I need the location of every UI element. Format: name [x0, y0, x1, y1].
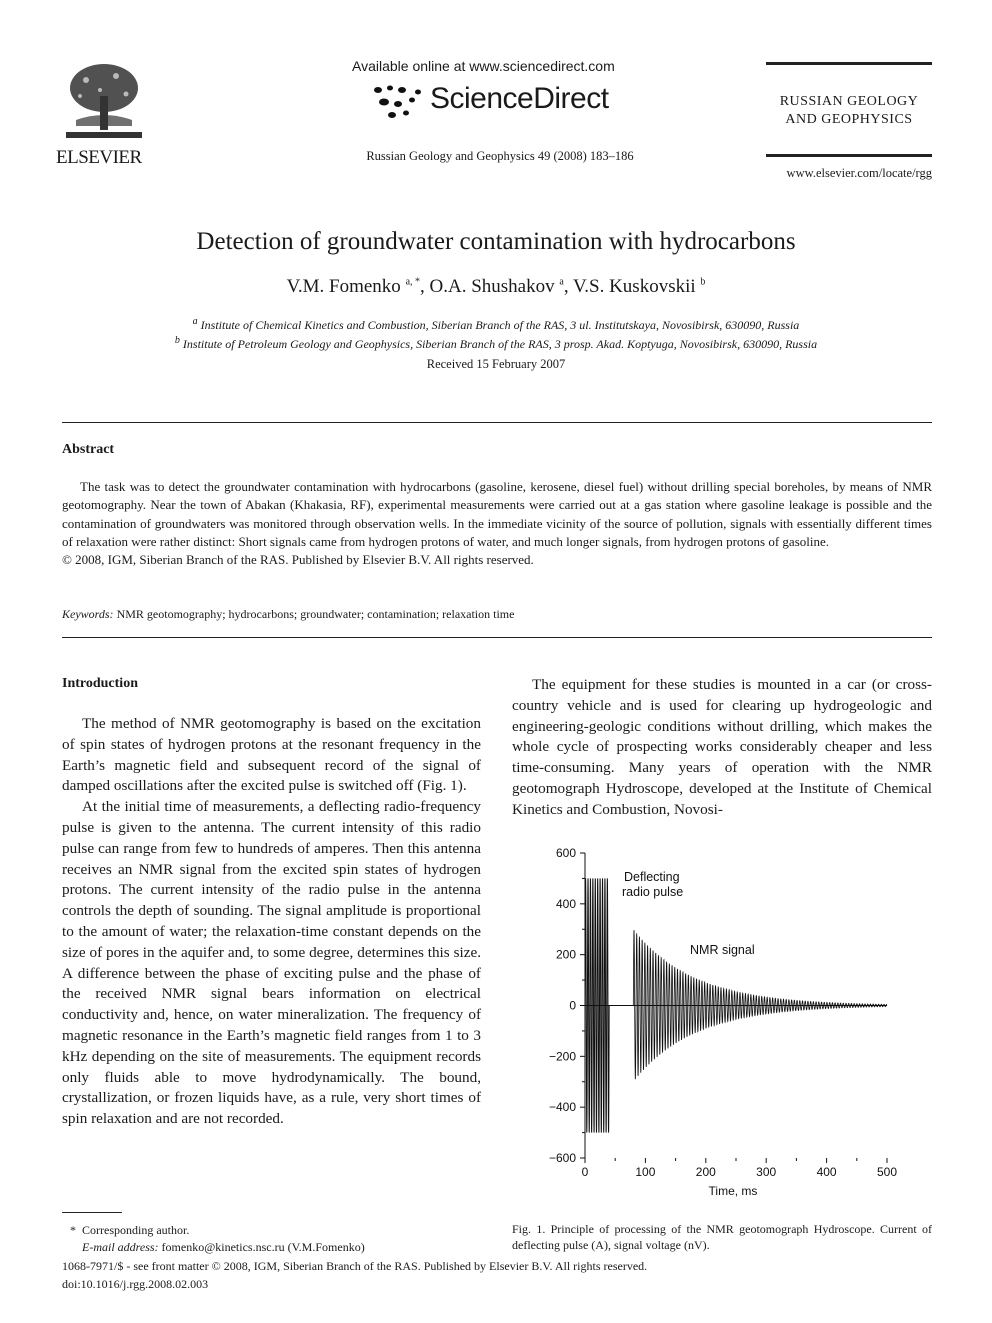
- abstract-text: The task was to detect the groundwater contamination with hydrocarbons (gasoline, kerosene, diesel fuel) without drilling special boreholes, by means of NMR geotomography. Near the town of Abakan (Khakasia, RF), experimental measurements were carried out at a gas station where gasoline leakage is possible and the contamination of groundwaters was monitored through observation wells. In the immediate vicinity of the source of pollution, signals with essentially different times of relaxation were rather distinct: Short signals came from hydrogen protons of water, and much longer signals, from hydrogen protons of gasoline.: [62, 479, 932, 549]
- introduction-right-column: [512, 675, 932, 821]
- deflecting-pulse-series: [585, 878, 609, 1132]
- available-online: Available online at www.sciencedirect.com: [352, 58, 615, 74]
- affiliations: [60, 314, 932, 352]
- sciencedirect-brand: ScienceDirect: [430, 82, 609, 115]
- author-3-affil: b: [700, 276, 706, 288]
- corresponding-author: * Corresponding author.: [62, 1222, 481, 1238]
- affiliation-b: $^b$ Institute of Petroleum Geology and Geophysics, Siberian Branch of the RAS, 3 prosp. Akad. Koptyuga, Novosibirsk, 630090, Russia: [174, 335, 818, 351]
- figure-1: [512, 840, 932, 1205]
- annotation-radio-pulse: radio pulse: [622, 885, 684, 899]
- y-tick-label: 600: [555, 846, 576, 860]
- y-tick-label: 0: [569, 998, 576, 1013]
- y-tick-label: −400: [548, 1100, 576, 1115]
- article-title: Detection of groundwater contamination with hydrocarbons: [196, 228, 796, 255]
- x-tick-label: 400: [816, 1165, 837, 1179]
- x-tick-label: 500: [876, 1165, 898, 1179]
- header-rule-top: [766, 62, 932, 65]
- y-tick-label: 400: [555, 896, 576, 911]
- abstract-rule-top: [62, 422, 932, 423]
- intro-paragraph-2: At the initial time of measurements, a deflecting radio-frequency pulse is given to the antenna. The current intensity of this radio pulse can range from few to hundreds of amperes. Then this antenna receives an NMR signal from the excited spin states of hydrogen protons. The current intensity of the radio pulse in the antenna controls the depth of sounding. The signal amplitude is proportional to the amount of water; the relaxation-time constant depends on the size of pores in the aquifer and, to some degree, determines this size. A difference between the phase of exciting pulse and the phase of the received NMR signal bears information on electrical conductivity and, hence, on water mineralization. The frequency of magnetic resonance in the Earth’s magnetic field ranges from 1 to 3 kHz depending on the site of measurements. The equipment records only fluids able to move hydrodynamically. The bound, crystallization, or frozen liquids have, as a rule, very short times of spin relaxation and are not recorded.: [62, 798, 481, 1128]
- intro-paragraph-3: The equipment for these studies is mounted in a car (or cross-country vehicle and is used for clearing up hydrogeologic and engineering-geologic conditions without drilling, which makes the whole cycle of prospecting works considerably cheaper and less time-consuming. Many years of operation with the NMR geotomograph Hydroscope, developed at the Institute of Chemical Kinetics and Combustion, Novosi-: [512, 676, 932, 818]
- annotation-nmr-signal: NMR signal: [690, 943, 755, 957]
- abstract-body: [62, 478, 932, 569]
- figure-1-caption: Fig. 1. Principle of processing of the NMR geotomograph Hydroscope. Current of deflecting pulse (A), signal voltage (nV).: [512, 1222, 932, 1252]
- introduction-heading: Introduction: [62, 676, 138, 691]
- issn-line: 1068-7971/$ - see front matter © 2008, IGM, Siberian Branch of the RAS. Published by Elsevier B.V. All rights reserved.: [62, 1259, 648, 1273]
- author-2: O.A. Shushakov: [429, 276, 555, 297]
- elsevier-tree-icon: [56, 60, 152, 140]
- intro-paragraph-1: The method of NMR geotomography is based on the excitation of spin states of hydrogen protons at the resonant frequency in the Earth’s magnetic field and subsequent record of the signal of damped oscillations after the excited pulse is switched off (Fig. 1).: [62, 715, 481, 795]
- publisher-name: ELSEVIER: [56, 147, 142, 168]
- x-tick-label: 0: [581, 1165, 589, 1179]
- journal-name: [766, 93, 932, 129]
- abstract-copyright: © 2008, IGM, Siberian Branch of the RAS. Published by Elsevier B.V. All rights reserved.: [62, 552, 534, 568]
- x-tick-label: 200: [695, 1165, 716, 1179]
- journal-url[interactable]: www.elsevier.com/locate/rgg: [786, 166, 932, 180]
- author-2-affil: a: [559, 276, 564, 288]
- x-tick-label: 300: [756, 1165, 777, 1179]
- sciencedirect-logo: [370, 80, 640, 124]
- sciencedirect-dots-icon: [370, 82, 430, 122]
- author-list: V.M. Fomenko $^{a, *}$, O.A. Shushakov $^a$, V.S. Kuskovskii $^b$: [286, 276, 706, 297]
- footnote-star: *: [70, 1223, 76, 1237]
- footnote-rule: [62, 1212, 122, 1213]
- affiliation-a: $^a$ Institute of Chemical Kinetics and Combustion, Siberian Branch of the RAS, 3 ul. Institutskaya, Novosibirsk, 630090, Russia: [192, 316, 800, 332]
- elsevier-logo: [56, 60, 152, 168]
- email-label: E-mail address:: [82, 1240, 159, 1254]
- email-address: [82, 1239, 482, 1255]
- journal-name-line2: AND GEOPHYSICS: [785, 112, 913, 127]
- email-value[interactable]: fomenko@kinetics.nsc.ru (V.M.Fomenko): [161, 1240, 365, 1254]
- x-tick-label: 100: [635, 1165, 656, 1179]
- author-3: V.S. Kuskovskii: [572, 276, 696, 297]
- introduction-left-column: [62, 714, 481, 1130]
- y-tick-label: 200: [555, 947, 576, 962]
- nmr-signal-chart: [512, 840, 932, 1205]
- keywords-list: NMR geotomography; hydrocarbons; groundwater; contamination; relaxation time: [116, 607, 515, 621]
- abstract-rule-bottom: [62, 637, 932, 638]
- header-rule-bottom: [766, 154, 932, 157]
- affiliation-b-mark: b: [174, 335, 180, 346]
- journal-name-line1: RUSSIAN GEOLOGY: [779, 94, 919, 109]
- nmr-signal-series: [633, 930, 887, 1079]
- annotation-deflecting: Deflecting: [624, 870, 680, 884]
- author-1: V.M. Fomenko: [286, 276, 401, 297]
- y-tick-label: −200: [548, 1049, 576, 1064]
- abstract-heading: Abstract: [62, 442, 115, 457]
- keywords: [62, 607, 932, 622]
- author-1-affil: a, *: [405, 276, 421, 288]
- doi-line[interactable]: doi:10.1016/j.rgg.2008.02.003: [62, 1277, 209, 1291]
- keywords-label: Keywords:: [62, 607, 114, 621]
- journal-citation: Russian Geology and Geophysics 49 (2008) 183–186: [366, 149, 634, 163]
- y-tick-label: −600: [548, 1151, 576, 1165]
- affiliation-a-mark: a: [192, 316, 198, 327]
- received-date: Received 15 February 2007: [426, 357, 566, 371]
- x-axis-title: Time, ms: [708, 1184, 758, 1198]
